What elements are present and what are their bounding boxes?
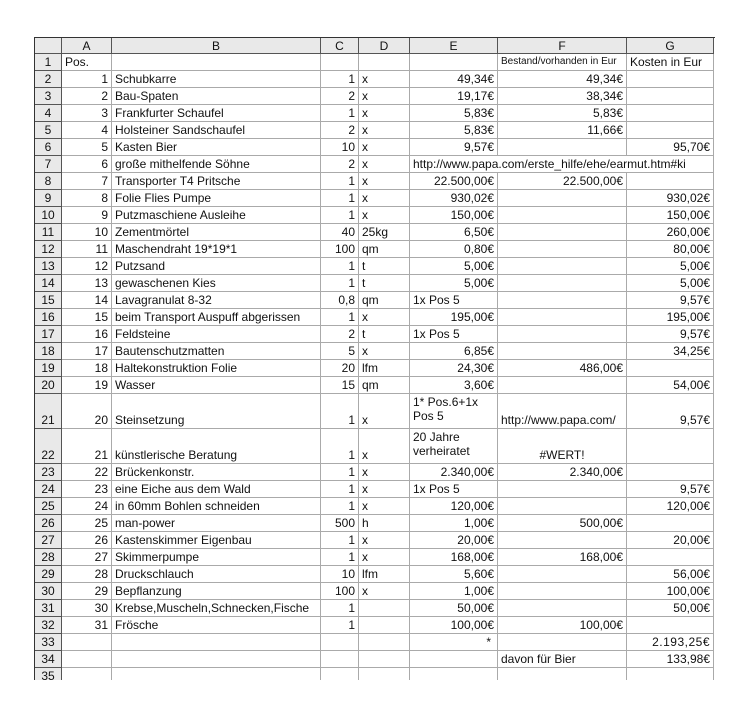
pos-number-cell[interactable]: 26	[62, 532, 112, 549]
cost-cell[interactable]	[627, 668, 714, 680]
pos-number-cell[interactable]: 27	[62, 549, 112, 566]
pos-number-cell[interactable]: 7	[62, 173, 112, 190]
cost-cell[interactable]: 50,00€	[627, 600, 714, 617]
row-header[interactable]: 28	[35, 549, 62, 566]
unit-price-cell[interactable]: 1,00€	[410, 515, 498, 532]
unit-price-cell[interactable]: 6,85€	[410, 343, 498, 360]
item-name-cell[interactable]: beim Transport Auspuff abgerissen	[112, 309, 321, 326]
cost-cell[interactable]	[627, 549, 714, 566]
column-header-g[interactable]: G	[627, 38, 714, 54]
stock-value-cell[interactable]	[498, 343, 627, 360]
unit-cell[interactable]: 25kg	[359, 224, 410, 241]
cell-g1[interactable]: Kosten in Eur	[627, 54, 714, 71]
unit-cell[interactable]: x	[359, 156, 410, 173]
pos-number-cell[interactable]: 25	[62, 515, 112, 532]
cost-cell[interactable]	[627, 429, 714, 464]
quantity-cell[interactable]: 1	[321, 190, 359, 207]
pos-number-cell[interactable]: 9	[62, 207, 112, 224]
quantity-cell[interactable]: 10	[321, 566, 359, 583]
unit-cell[interactable]: qm	[359, 377, 410, 394]
pos-number-cell[interactable]: 28	[62, 566, 112, 583]
cost-cell[interactable]	[627, 122, 714, 139]
row-header[interactable]: 9	[35, 190, 62, 207]
stock-value-cell[interactable]: 2.340,00€	[498, 464, 627, 481]
unit-price-cell[interactable]: 168,00€	[410, 549, 498, 566]
stock-value-cell[interactable]: 100,00€	[498, 617, 627, 634]
quantity-cell[interactable]	[321, 668, 359, 680]
item-name-cell[interactable]: Bautenschutzmatten	[112, 343, 321, 360]
column-header-d[interactable]: D	[359, 38, 410, 54]
column-header-e[interactable]: E	[410, 38, 498, 54]
cost-cell[interactable]: 56,00€	[627, 566, 714, 583]
row-header[interactable]: 5	[35, 122, 62, 139]
pos-number-cell[interactable]: 12	[62, 258, 112, 275]
quantity-cell[interactable]: 500	[321, 515, 359, 532]
unit-price-cell[interactable]: 1x Pos 5	[410, 292, 498, 309]
cost-cell[interactable]: 34,25€	[627, 343, 714, 360]
stock-value-cell[interactable]	[498, 377, 627, 394]
unit-cell[interactable]: qm	[359, 292, 410, 309]
unit-price-cell[interactable]: 5,60€	[410, 566, 498, 583]
pos-number-cell[interactable]: 4	[62, 122, 112, 139]
row-header[interactable]: 26	[35, 515, 62, 532]
cost-cell[interactable]: 930,02€	[627, 190, 714, 207]
unit-price-cell[interactable]: 1x Pos 5	[410, 481, 498, 498]
quantity-cell[interactable]	[321, 634, 359, 651]
row-header[interactable]: 17	[35, 326, 62, 343]
stock-value-cell[interactable]: http://www.papa.com/	[498, 394, 627, 429]
stock-value-cell[interactable]	[498, 668, 627, 680]
quantity-cell[interactable]: 1	[321, 498, 359, 515]
unit-price-cell[interactable]: 6,50€	[410, 224, 498, 241]
row-header[interactable]: 30	[35, 583, 62, 600]
column-header-b[interactable]: B	[112, 38, 321, 54]
item-name-cell[interactable]: in 60mm Bohlen schneiden	[112, 498, 321, 515]
unit-price-cell[interactable]: 150,00€	[410, 207, 498, 224]
row-header[interactable]: 32	[35, 617, 62, 634]
item-name-cell[interactable]: Transporter T4 Pritsche	[112, 173, 321, 190]
pos-number-cell[interactable]	[62, 668, 112, 680]
item-name-cell[interactable]: Folie Flies Pumpe	[112, 190, 321, 207]
unit-cell[interactable]: h	[359, 515, 410, 532]
cell[interactable]	[321, 54, 359, 71]
row-header[interactable]: 24	[35, 481, 62, 498]
unit-cell[interactable]: t	[359, 258, 410, 275]
unit-price-cell[interactable]: 100,00€	[410, 617, 498, 634]
pos-number-cell[interactable]: 16	[62, 326, 112, 343]
item-name-cell[interactable]	[112, 668, 321, 680]
stock-value-cell[interactable]: 168,00€	[498, 549, 627, 566]
quantity-cell[interactable]: 1	[321, 71, 359, 88]
stock-value-cell[interactable]	[498, 326, 627, 343]
item-name-cell[interactable]: Krebse,Muscheln,Schnecken,Fische	[112, 600, 321, 617]
cost-cell[interactable]: 9,57€	[627, 481, 714, 498]
pos-number-cell[interactable]	[62, 651, 112, 668]
pos-number-cell[interactable]: 19	[62, 377, 112, 394]
unit-cell[interactable]: x	[359, 88, 410, 105]
row-header[interactable]: 1	[35, 54, 62, 71]
quantity-cell[interactable]: 1	[321, 617, 359, 634]
stock-value-cell[interactable]: 11,66€	[498, 122, 627, 139]
quantity-cell[interactable]: 1	[321, 600, 359, 617]
pos-number-cell[interactable]: 2	[62, 88, 112, 105]
stock-value-cell[interactable]	[498, 481, 627, 498]
stock-value-cell[interactable]	[498, 139, 627, 156]
unit-cell[interactable]: x	[359, 173, 410, 190]
cost-cell[interactable]: 100,00€	[627, 583, 714, 600]
cost-cell[interactable]: 5,00€	[627, 275, 714, 292]
row-header[interactable]: 23	[35, 464, 62, 481]
column-header-f[interactable]: F	[498, 38, 627, 54]
cell-f1[interactable]: Bestand/vorhanden in Eur	[498, 54, 627, 71]
item-name-cell[interactable]: Feldsteine	[112, 326, 321, 343]
unit-price-cell[interactable]: 20,00€	[410, 532, 498, 549]
item-name-cell[interactable]: eine Eiche aus dem Wald	[112, 481, 321, 498]
unit-cell[interactable]: x	[359, 71, 410, 88]
pos-number-cell[interactable]: 22	[62, 464, 112, 481]
cost-cell[interactable]: 20,00€	[627, 532, 714, 549]
unit-price-cell[interactable]: 930,02€	[410, 190, 498, 207]
unit-cell[interactable]: x	[359, 583, 410, 600]
unit-cell[interactable]	[359, 600, 410, 617]
quantity-cell[interactable]: 10	[321, 139, 359, 156]
cost-cell[interactable]: 80,00€	[627, 241, 714, 258]
cost-cell[interactable]: 133,98€	[627, 651, 714, 668]
stock-value-cell[interactable]: #WERT!	[498, 429, 627, 464]
pos-number-cell[interactable]: 1	[62, 71, 112, 88]
row-header[interactable]: 10	[35, 207, 62, 224]
unit-cell[interactable]: x	[359, 343, 410, 360]
spreadsheet-grid	[34, 37, 715, 680]
quantity-cell[interactable]: 40	[321, 224, 359, 241]
cost-cell[interactable]	[627, 88, 714, 105]
cost-cell[interactable]	[627, 173, 714, 190]
unit-price-cell[interactable]: 5,83€	[410, 122, 498, 139]
stock-value-cell[interactable]	[498, 292, 627, 309]
unit-price-cell[interactable]: 9,57€	[410, 139, 498, 156]
cost-cell[interactable]: 5,00€	[627, 258, 714, 275]
quantity-cell[interactable]: 1	[321, 394, 359, 429]
unit-price-cell[interactable]: 24,30€	[410, 360, 498, 377]
pos-number-cell[interactable]	[62, 634, 112, 651]
row-header[interactable]: 16	[35, 309, 62, 326]
unit-cell[interactable]	[359, 634, 410, 651]
unit-price-cell[interactable]: 3,60€	[410, 377, 498, 394]
stock-value-cell[interactable]	[498, 309, 627, 326]
cost-cell[interactable]	[627, 617, 714, 634]
quantity-cell[interactable]: 2	[321, 122, 359, 139]
unit-cell[interactable]: x	[359, 464, 410, 481]
quantity-cell[interactable]: 100	[321, 241, 359, 258]
unit-cell[interactable]: t	[359, 275, 410, 292]
item-name-cell[interactable]: Bepflanzung	[112, 583, 321, 600]
unit-price-cell[interactable]: 19,17€	[410, 88, 498, 105]
row-header[interactable]: 27	[35, 532, 62, 549]
quantity-cell[interactable]: 15	[321, 377, 359, 394]
quantity-cell[interactable]: 1	[321, 464, 359, 481]
unit-cell[interactable]	[359, 617, 410, 634]
stock-value-cell[interactable]	[498, 241, 627, 258]
unit-cell[interactable]: x	[359, 498, 410, 515]
select-all-corner[interactable]	[35, 38, 62, 54]
cost-cell[interactable]: 2.193,25€	[627, 634, 714, 651]
row-header[interactable]: 3	[35, 88, 62, 105]
cost-cell[interactable]: 95,70€	[627, 139, 714, 156]
column-header-a[interactable]: A	[62, 38, 112, 54]
unit-price-cell[interactable]: 120,00€	[410, 498, 498, 515]
unit-price-cell[interactable]: 22.500,00€	[410, 173, 498, 190]
stock-value-cell[interactable]: 486,00€	[498, 360, 627, 377]
quantity-cell[interactable]: 1	[321, 429, 359, 464]
cell[interactable]	[410, 54, 498, 71]
cost-cell[interactable]: 195,00€	[627, 309, 714, 326]
cost-cell[interactable]	[627, 71, 714, 88]
item-name-cell[interactable]: Skimmerpumpe	[112, 549, 321, 566]
cost-cell[interactable]	[627, 105, 714, 122]
cell-a1[interactable]: Pos.	[62, 54, 112, 71]
quantity-cell[interactable]: 1	[321, 549, 359, 566]
stock-value-cell[interactable]	[498, 224, 627, 241]
pos-number-cell[interactable]: 13	[62, 275, 112, 292]
stock-value-cell[interactable]: 5,83€	[498, 105, 627, 122]
pos-number-cell[interactable]: 29	[62, 583, 112, 600]
stock-value-cell[interactable]	[498, 498, 627, 515]
unit-cell[interactable]: x	[359, 309, 410, 326]
unit-cell[interactable]: qm	[359, 241, 410, 258]
quantity-cell[interactable]	[321, 651, 359, 668]
unit-price-cell[interactable]: 50,00€	[410, 600, 498, 617]
row-header[interactable]: 12	[35, 241, 62, 258]
unit-cell[interactable]: x	[359, 122, 410, 139]
item-name-cell[interactable]: Brückenkonstr.	[112, 464, 321, 481]
stock-value-cell[interactable]	[498, 207, 627, 224]
cost-cell[interactable]: 9,57€	[627, 394, 714, 429]
item-name-cell[interactable]	[112, 651, 321, 668]
item-name-cell[interactable]	[112, 634, 321, 651]
stock-value-cell[interactable]	[498, 566, 627, 583]
row-header[interactable]: 11	[35, 224, 62, 241]
row-header[interactable]: 22	[35, 429, 62, 464]
quantity-cell[interactable]: 1	[321, 105, 359, 122]
item-name-cell[interactable]: gewaschenen Kies	[112, 275, 321, 292]
unit-price-cell[interactable]: 2.340,00€	[410, 464, 498, 481]
unit-cell[interactable]: x	[359, 105, 410, 122]
pos-number-cell[interactable]: 18	[62, 360, 112, 377]
item-name-cell[interactable]: Haltekonstruktion Folie	[112, 360, 321, 377]
unit-price-cell[interactable]: 5,00€	[410, 258, 498, 275]
quantity-cell[interactable]: 1	[321, 275, 359, 292]
unit-price-cell[interactable]: 1,00€	[410, 583, 498, 600]
cost-cell[interactable]: 9,57€	[627, 326, 714, 343]
row-header[interactable]: 31	[35, 600, 62, 617]
row-header[interactable]: 18	[35, 343, 62, 360]
pos-number-cell[interactable]: 23	[62, 481, 112, 498]
item-name-cell[interactable]: Kastenskimmer Eigenbau	[112, 532, 321, 549]
row-header[interactable]: 29	[35, 566, 62, 583]
stock-value-cell[interactable]	[498, 583, 627, 600]
cost-cell[interactable]	[627, 360, 714, 377]
item-name-cell[interactable]: Druckschlauch	[112, 566, 321, 583]
stock-value-cell[interactable]: davon für Bier	[498, 651, 627, 668]
stock-value-cell[interactable]: 49,34€	[498, 71, 627, 88]
pos-number-cell[interactable]: 20	[62, 394, 112, 429]
pos-number-cell[interactable]: 17	[62, 343, 112, 360]
pos-number-cell[interactable]: 14	[62, 292, 112, 309]
pos-number-cell[interactable]: 6	[62, 156, 112, 173]
unit-price-cell[interactable]: 5,83€	[410, 105, 498, 122]
unit-price-cell[interactable]: 1x Pos 5	[410, 326, 498, 343]
item-name-cell[interactable]: Frankfurter Schaufel	[112, 105, 321, 122]
stock-value-cell[interactable]	[498, 634, 627, 651]
row-header[interactable]: 35	[35, 668, 62, 680]
pos-number-cell[interactable]: 8	[62, 190, 112, 207]
cost-cell[interactable]	[627, 515, 714, 532]
unit-cell[interactable]: x	[359, 394, 410, 429]
unit-price-cell[interactable]: 5,00€	[410, 275, 498, 292]
pos-number-cell[interactable]: 21	[62, 429, 112, 464]
row-header[interactable]: 2	[35, 71, 62, 88]
item-name-cell[interactable]: man-power	[112, 515, 321, 532]
cost-cell[interactable]	[627, 464, 714, 481]
pos-number-cell[interactable]: 3	[62, 105, 112, 122]
unit-cell[interactable]: t	[359, 326, 410, 343]
cost-cell[interactable]: 9,57€	[627, 292, 714, 309]
pos-number-cell[interactable]: 15	[62, 309, 112, 326]
item-name-cell[interactable]: Wasser	[112, 377, 321, 394]
cell[interactable]	[112, 54, 321, 71]
row-header[interactable]: 33	[35, 634, 62, 651]
row-header[interactable]: 14	[35, 275, 62, 292]
stock-value-cell[interactable]: 22.500,00€	[498, 173, 627, 190]
item-name-cell[interactable]: Frösche	[112, 617, 321, 634]
row-header[interactable]: 8	[35, 173, 62, 190]
unit-price-cell[interactable]: 0,80€	[410, 241, 498, 258]
row-header[interactable]: 15	[35, 292, 62, 309]
item-name-cell[interactable]: Zementmörtel	[112, 224, 321, 241]
unit-price-cell[interactable]: 20 Jahre verheiratet	[410, 429, 498, 464]
item-name-cell[interactable]: Schubkarre	[112, 71, 321, 88]
row-header[interactable]: 4	[35, 105, 62, 122]
quantity-cell[interactable]: 20	[321, 360, 359, 377]
stock-value-cell[interactable]: 500,00€	[498, 515, 627, 532]
item-name-cell[interactable]: Kasten Bier	[112, 139, 321, 156]
quantity-cell[interactable]: 2	[321, 88, 359, 105]
unit-price-cell[interactable]: 195,00€	[410, 309, 498, 326]
item-name-cell[interactable]: Maschendraht 19*19*1	[112, 241, 321, 258]
unit-price-cell[interactable]	[410, 668, 498, 680]
stock-value-cell[interactable]	[498, 275, 627, 292]
pos-number-cell[interactable]: 24	[62, 498, 112, 515]
item-name-cell[interactable]: große mithelfende Söhne	[112, 156, 321, 173]
quantity-cell[interactable]: 0,8	[321, 292, 359, 309]
item-name-cell[interactable]: Steinsetzung	[112, 394, 321, 429]
unit-price-cell[interactable]: 1* Pos.6+1x Pos 5	[410, 394, 498, 429]
unit-cell[interactable]: x	[359, 190, 410, 207]
unit-cell[interactable]: x	[359, 549, 410, 566]
unit-price-cell[interactable]: 49,34€	[410, 71, 498, 88]
unit-cell[interactable]: lfm	[359, 360, 410, 377]
row-header[interactable]: 21	[35, 394, 62, 429]
unit-cell[interactable]: x	[359, 481, 410, 498]
column-header-c[interactable]: C	[321, 38, 359, 54]
unit-cell[interactable]: x	[359, 207, 410, 224]
quantity-cell[interactable]: 5	[321, 343, 359, 360]
cost-cell[interactable]: 260,00€	[627, 224, 714, 241]
quantity-cell[interactable]: 1	[321, 173, 359, 190]
stock-value-cell[interactable]	[498, 258, 627, 275]
row-header[interactable]: 20	[35, 377, 62, 394]
quantity-cell[interactable]: 2	[321, 156, 359, 173]
row-header[interactable]: 25	[35, 498, 62, 515]
pos-number-cell[interactable]: 5	[62, 139, 112, 156]
row-header[interactable]: 6	[35, 139, 62, 156]
quantity-cell[interactable]: 1	[321, 309, 359, 326]
item-name-cell[interactable]: Putzsand	[112, 258, 321, 275]
item-name-cell[interactable]: künstlerische Beratung	[112, 429, 321, 464]
stock-value-cell[interactable]: 38,34€	[498, 88, 627, 105]
unit-price-cell[interactable]: http://www.papa.com/erste_hilfe/ehe/earmut.htm#ki	[410, 156, 498, 173]
pos-number-cell[interactable]: 30	[62, 600, 112, 617]
unit-price-cell[interactable]	[410, 651, 498, 668]
unit-cell[interactable]: x	[359, 139, 410, 156]
row-header[interactable]: 13	[35, 258, 62, 275]
item-name-cell[interactable]: Putzmaschiene Ausleihe	[112, 207, 321, 224]
cell[interactable]	[359, 54, 410, 71]
quantity-cell[interactable]: 1	[321, 532, 359, 549]
cost-cell[interactable]: 54,00€	[627, 377, 714, 394]
unit-cell[interactable]: lfm	[359, 566, 410, 583]
stock-value-cell[interactable]	[498, 600, 627, 617]
item-name-cell[interactable]: Bau-Spaten	[112, 88, 321, 105]
row-header[interactable]: 19	[35, 360, 62, 377]
pos-number-cell[interactable]: 31	[62, 617, 112, 634]
pos-number-cell[interactable]: 11	[62, 241, 112, 258]
unit-cell[interactable]	[359, 668, 410, 680]
quantity-cell[interactable]: 1	[321, 258, 359, 275]
cost-cell[interactable]: 150,00€	[627, 207, 714, 224]
pos-number-cell[interactable]: 10	[62, 224, 112, 241]
unit-cell[interactable]: x	[359, 532, 410, 549]
unit-price-cell[interactable]: *	[410, 634, 498, 651]
row-header[interactable]: 7	[35, 156, 62, 173]
quantity-cell[interactable]: 1	[321, 207, 359, 224]
unit-cell[interactable]	[359, 651, 410, 668]
stock-value-cell[interactable]	[498, 532, 627, 549]
quantity-cell[interactable]: 2	[321, 326, 359, 343]
item-name-cell[interactable]: Holsteiner Sandschaufel	[112, 122, 321, 139]
item-name-cell[interactable]: Lavagranulat 8-32	[112, 292, 321, 309]
cost-cell[interactable]: 120,00€	[627, 498, 714, 515]
unit-cell[interactable]: x	[359, 429, 410, 464]
quantity-cell[interactable]: 100	[321, 583, 359, 600]
stock-value-cell[interactable]	[498, 190, 627, 207]
row-header[interactable]: 34	[35, 651, 62, 668]
quantity-cell[interactable]: 1	[321, 481, 359, 498]
